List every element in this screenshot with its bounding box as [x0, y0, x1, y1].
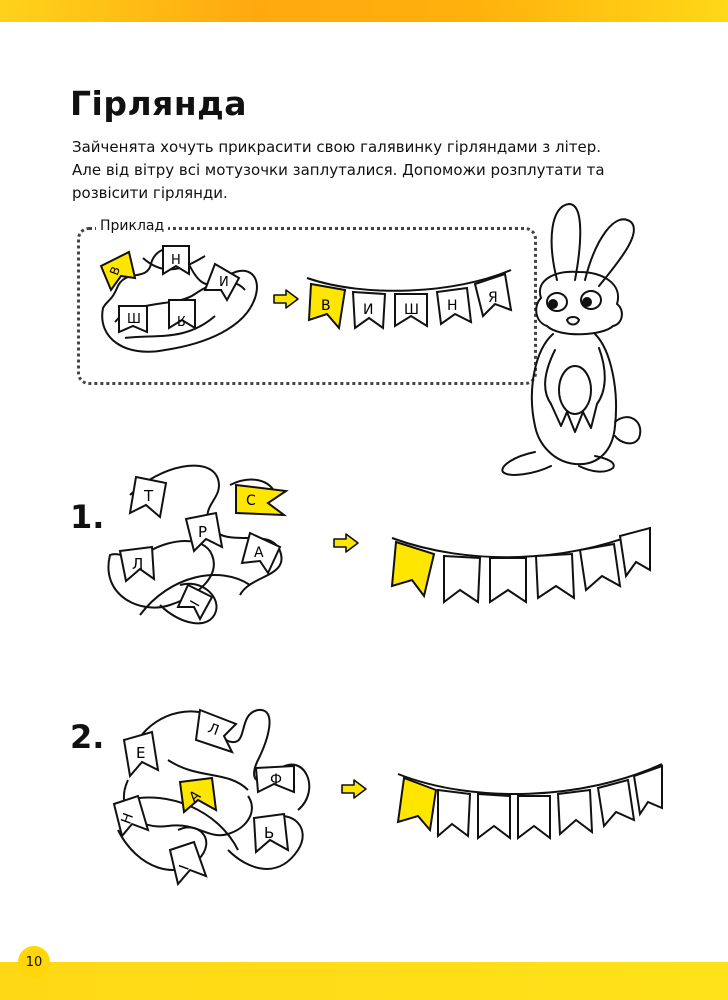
top-color-band — [0, 0, 728, 22]
instruction-line: Але від вітру всі мотузочки заплуталися. Допоможи розплутати та — [72, 161, 605, 179]
flag-letter: Т — [144, 487, 154, 505]
flag-letter: І — [187, 598, 204, 610]
flag-letter: В — [321, 298, 331, 314]
task1-answer-garland — [388, 520, 654, 612]
answer-flag — [353, 292, 385, 328]
flag-letter: В — [107, 264, 124, 278]
rabbit-illustration — [495, 200, 665, 480]
flag-letter: С — [246, 493, 256, 509]
answer-flag — [395, 294, 427, 326]
answer-flag-blank[interactable] — [598, 780, 634, 826]
answer-flag-blank[interactable] — [580, 544, 620, 590]
arrow-icon — [332, 532, 360, 554]
example-flag — [169, 300, 195, 328]
task1-flag — [242, 533, 280, 573]
task2-flag — [254, 814, 288, 852]
flag-letter: Е — [136, 744, 146, 762]
flag-letter: Н — [447, 298, 458, 314]
task2-flag — [256, 766, 294, 792]
example-label: Приклад — [96, 218, 168, 234]
task2-flag — [170, 842, 206, 884]
flag-letter: И — [219, 275, 229, 290]
flag-letter: Я — [176, 312, 186, 327]
flag-letter: Ь — [264, 824, 275, 842]
arrow-icon — [272, 288, 300, 310]
flag-letter: А — [186, 787, 204, 806]
example-tangled-garland — [95, 238, 265, 360]
answer-flag-blank[interactable] — [536, 554, 574, 598]
flag-letter: Ш — [404, 302, 419, 318]
flag-letter: Р — [198, 523, 208, 541]
flag-letter: Л — [132, 555, 144, 573]
flag-letter: И — [363, 302, 374, 318]
answer-flag-blank[interactable] — [518, 796, 550, 838]
example-flag — [119, 306, 147, 332]
task2-flag — [196, 710, 236, 752]
task1-tangled-garland — [100, 455, 300, 635]
task-number: 1. — [70, 498, 105, 536]
answer-flag-blank[interactable] — [438, 790, 470, 836]
instructions — [72, 136, 682, 205]
task2-flag — [124, 732, 158, 776]
flag-letter: Ф — [270, 772, 283, 788]
task1-flag — [130, 477, 166, 517]
answer-flag-filled — [398, 778, 436, 830]
task2-flag — [180, 778, 216, 812]
task2-tangled-garland — [108, 700, 328, 900]
task2-answer-garland — [394, 760, 666, 850]
flag-letter: Н — [118, 811, 138, 827]
flag-letter: Л — [205, 720, 221, 740]
task1-flag — [120, 547, 154, 581]
flag-letter: Я — [488, 290, 498, 306]
answer-flag-blank[interactable] — [444, 556, 480, 602]
answer-flag — [309, 284, 345, 328]
answer-flag-blank[interactable] — [620, 528, 650, 576]
bottom-color-band — [0, 962, 728, 1000]
answer-flag-filled — [392, 542, 434, 596]
example-flag — [205, 264, 239, 300]
answer-flag — [437, 288, 471, 324]
answer-flag-blank[interactable] — [558, 790, 592, 834]
flag-letter: А — [254, 545, 264, 561]
example-answer-garland — [305, 264, 515, 336]
task1-flag — [236, 485, 286, 515]
flag-letter: Н — [171, 253, 181, 268]
flag-letter: Ш — [127, 312, 141, 327]
answer-flag-blank[interactable] — [490, 558, 526, 602]
flag-letter: І — [176, 863, 193, 873]
instruction-line: розвісити гірлянди. — [72, 184, 228, 202]
page-title: Гірлянда — [70, 84, 248, 123]
task-number: 2. — [70, 718, 105, 756]
instruction-line: Зайченята хочуть прикрасити свою галявинку гірляндами з літер. — [72, 138, 601, 156]
arrow-icon — [340, 778, 368, 800]
answer-flag-blank[interactable] — [478, 794, 510, 838]
page-number-badge: 10 — [18, 946, 50, 978]
